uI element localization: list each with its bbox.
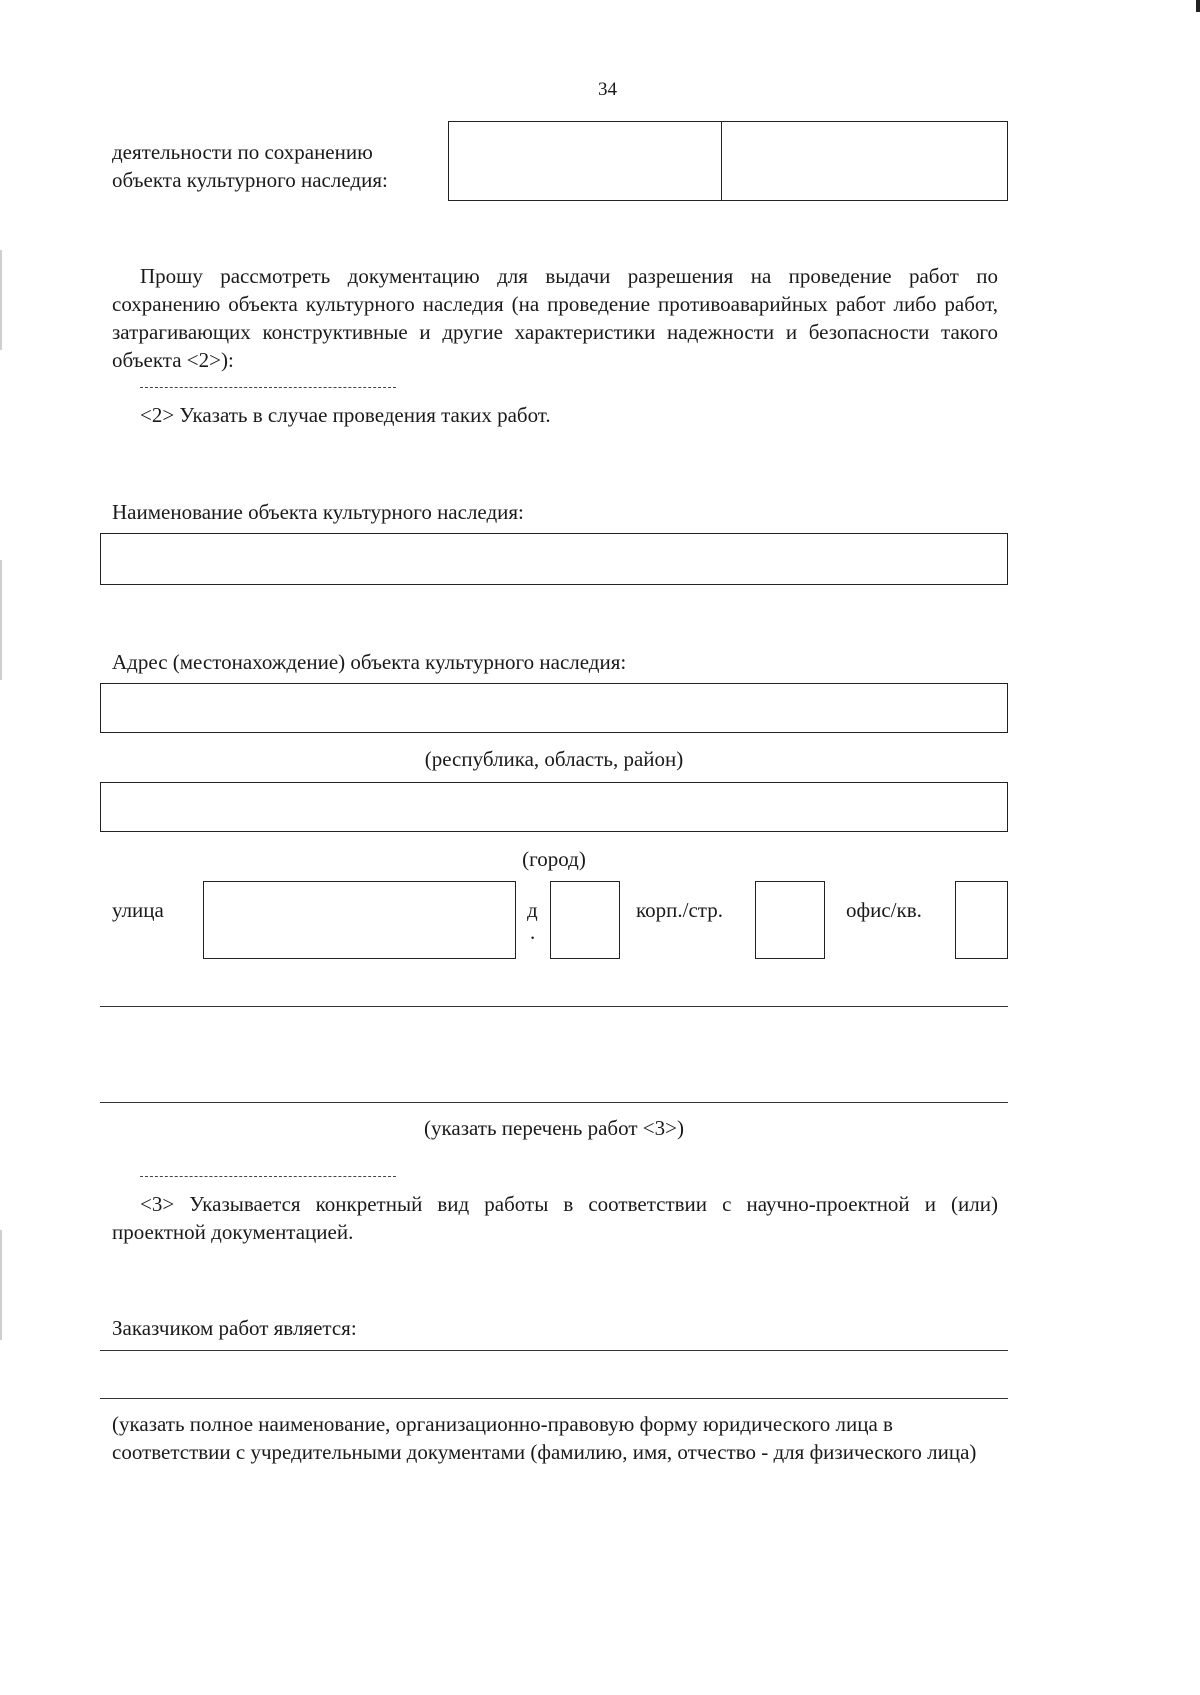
object-name-label: Наименование объекта культурного наследия:: [112, 500, 524, 524]
request-paragraph: Прошу рассмотреть документацию для выдачи разрешения на проведение работ по сохранению объекта культурного наследия (на проведение противоаварийных работ либо работ, затрагивающих конструктивные и другие характеристики надежности и безопасности такого объекта <2>):: [112, 264, 998, 372]
object-name-field[interactable]: [100, 533, 1008, 585]
works-list-caption: (указать перечень работ <3>): [424, 1116, 684, 1140]
customer-label: Заказчиком работ является:: [112, 1316, 357, 1340]
works-list-line-1[interactable]: [100, 1006, 1008, 1007]
scan-corner-mark: [1196, 0, 1200, 12]
footnote-separator-3: [140, 1176, 396, 1177]
scan-edge-mark: [0, 250, 2, 350]
footnote-separator-2: [140, 387, 396, 388]
office-label: офис/кв.: [846, 898, 922, 922]
house-label-dot: .: [530, 920, 536, 944]
customer-line-2[interactable]: [100, 1398, 1008, 1399]
city-field[interactable]: [100, 782, 1008, 832]
building-label: корп./стр.: [636, 898, 723, 922]
activity-label-line1: деятельности по сохранению: [112, 140, 373, 164]
office-field[interactable]: [955, 881, 1008, 959]
footnote-3: <3> Указывается конкретный вид работы в соответствии с научно-проектной и (или) проектной документацией.: [112, 1192, 998, 1244]
city-caption: (город): [522, 847, 586, 871]
region-caption: (республика, область, район): [424, 747, 684, 771]
customer-caption: (указать полное наименование, организационно-правовую форму юридического лица в соответствии с учредительными документами (фамилию, имя, отчество - для физического лица): [112, 1412, 977, 1464]
footnote-2: <2> Указать в случае проведения таких работ.: [140, 403, 551, 427]
house-field[interactable]: [550, 881, 620, 959]
street-label: улица: [112, 898, 164, 922]
scan-edge-mark: [0, 560, 2, 680]
activity-value-field-1[interactable]: [448, 121, 723, 201]
street-field[interactable]: [203, 881, 516, 959]
region-field[interactable]: [100, 683, 1008, 733]
activity-value-field-2[interactable]: [721, 121, 1008, 201]
activity-label-line2: объекта культурного наследия:: [112, 168, 388, 192]
object-address-label: Адрес (местонахождение) объекта культурного наследия:: [112, 650, 627, 674]
page-number: 34: [598, 79, 617, 100]
works-list-line-2[interactable]: [100, 1102, 1008, 1103]
customer-line-1[interactable]: [100, 1350, 1008, 1351]
scan-edge-mark: [0, 1230, 2, 1340]
building-field[interactable]: [755, 881, 825, 959]
house-label: д: [527, 898, 538, 922]
